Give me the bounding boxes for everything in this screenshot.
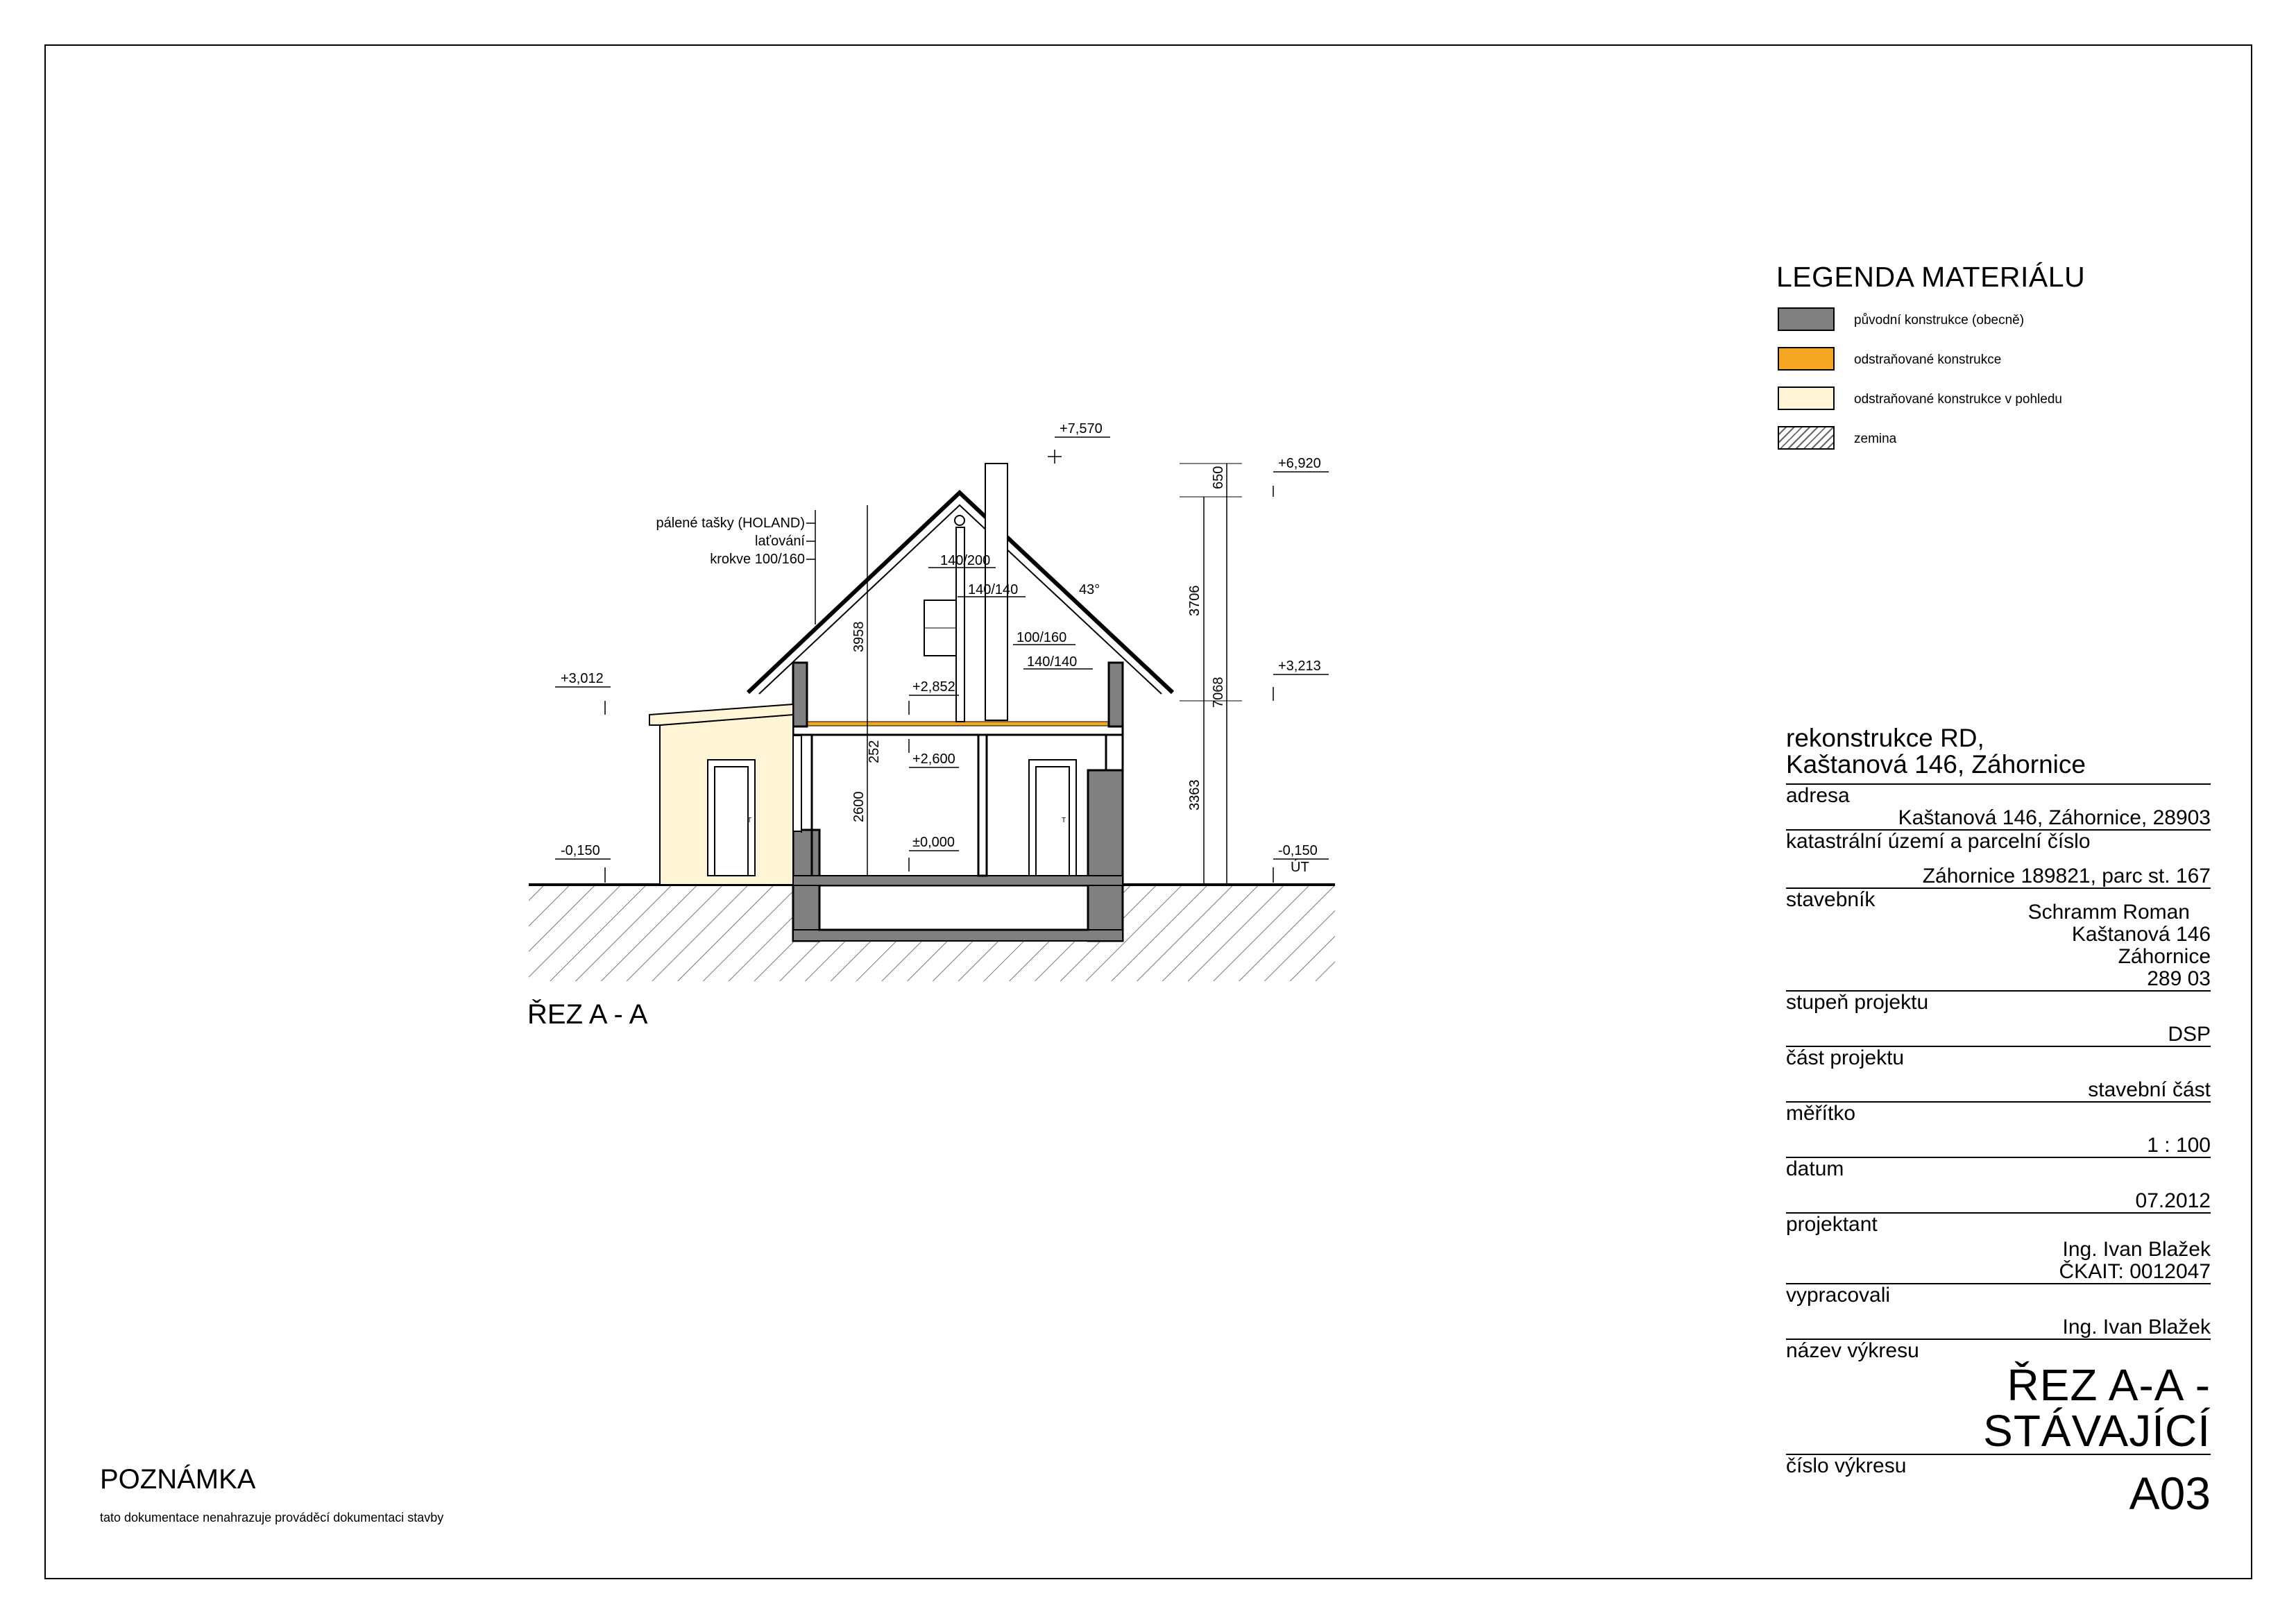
svg-text:+7,570: +7,570 (1060, 421, 1103, 436)
project-title (1786, 725, 2211, 778)
prepared-value: Ing. Ivan Blažek (2062, 1316, 2211, 1339)
legend-swatch-original (1778, 307, 1835, 331)
drawing-number-label: číslo výkresu (1786, 1454, 1907, 1477)
builder-value-1: Schramm Roman (2027, 901, 2190, 924)
ridge-marker (955, 516, 964, 525)
svg-text:+3,012: +3,012 (561, 671, 604, 686)
foundation-right (1088, 770, 1123, 941)
level-marker-zero (909, 835, 959, 872)
legend-label-original: původní konstrukce (obecně) (1854, 313, 2025, 328)
date-label: datum (1786, 1157, 1844, 1180)
foundation-bottom (793, 930, 1123, 941)
stage-field (1786, 992, 2211, 1047)
knee-wall-left (793, 663, 807, 726)
level-marker-top (1048, 421, 1110, 464)
legend-swatch-soil (1778, 426, 1835, 450)
dimension-3958: 3958 (851, 621, 867, 652)
prepared-label: vypracovali (1786, 1284, 1891, 1307)
cadastral-label: katastrální území a parcelní číslo (1786, 830, 2091, 853)
level-marker-annex (555, 671, 611, 715)
svg-text:-0,150: -0,150 (1278, 843, 1318, 858)
timber-label-1: 140/200 (940, 553, 991, 568)
legend-swatch-removed (1778, 347, 1835, 371)
legend-item-soil (1776, 426, 2193, 466)
legend-swatch-removed-view (1778, 386, 1835, 410)
builder-label: stavebník (1786, 888, 1876, 911)
door-mark-ground: T (1062, 817, 1066, 824)
drawing-number-value: A03 (2129, 1468, 2211, 1519)
title-block (1786, 725, 2211, 1518)
level-marker-right-ground (1273, 843, 1329, 883)
timber-label-3: 100/160 (1017, 630, 1067, 645)
timber-label-2: 140/140 (968, 582, 1019, 597)
legend-item-removed-view (1776, 386, 2193, 426)
level-marker-2852 (909, 679, 959, 715)
level-marker-eave (1273, 658, 1329, 701)
designer-value-1: Ing. Ivan Blažek (2062, 1238, 2211, 1261)
material-legend (1776, 261, 2193, 466)
section-label: ŘEZ A - A (527, 999, 648, 1030)
project-title-line-2: Kaštanová 146, Záhornice (1786, 750, 2086, 779)
part-label: část projektu (1786, 1046, 1905, 1069)
note-title: POZNÁMKA (100, 1464, 256, 1495)
legend-item-removed (1776, 347, 2193, 386)
note-text: tato dokumentace nenahrazuje prováděcí dokumentaci stavby (100, 1511, 444, 1524)
svg-text:+2,600: +2,600 (912, 751, 955, 767)
cadastral-value: Záhornice 189821, parc st. 167 (1922, 865, 2211, 887)
door-mark-annex: T (747, 817, 752, 824)
wall-middle (978, 733, 987, 876)
builder-value-3: Záhornice (2118, 945, 2211, 968)
level-marker-ridge (1273, 456, 1329, 497)
builder-value-4: 289 03 (2147, 967, 2211, 990)
stage-value: DSP (2168, 1023, 2211, 1046)
date-field (1786, 1158, 2211, 1214)
dimension-3706: 3706 (1187, 585, 1202, 616)
material-label-3: krokve 100/160 (710, 552, 805, 567)
scale-label: měřítko (1786, 1102, 1856, 1125)
level-marker-2600 (909, 739, 959, 767)
part-value: stavební část (2088, 1078, 2211, 1101)
part-field (1786, 1047, 2211, 1103)
scale-field (1786, 1103, 2211, 1158)
level-marker-left-ground (555, 843, 611, 883)
legend-label-removed: odstraňované konstrukce (1854, 352, 2002, 367)
material-label-2: laťování (755, 534, 805, 549)
dimension-3363: 3363 (1187, 779, 1202, 810)
drawing-name-label: název výkresu (1786, 1339, 1919, 1362)
drawing-name-value: ŘEZ A-A - STÁVAJÍCÍ (1983, 1360, 2211, 1456)
svg-text:-0,150: -0,150 (561, 843, 600, 858)
svg-text:+6,920: +6,920 (1278, 456, 1321, 471)
date-value: 07.2012 (2135, 1189, 2211, 1212)
address-field (1786, 785, 2211, 831)
designer-field (1786, 1214, 2211, 1284)
roof-angle-label: 43° (1079, 582, 1100, 597)
knee-wall-right (1109, 663, 1123, 726)
project-title-line-1: rekonstrukce RD, (1786, 724, 1984, 752)
legend-item-original (1776, 307, 2193, 347)
designer-value-2: ČKAIT: 0012047 (2059, 1260, 2211, 1283)
material-label-1: pálené tašky (HOLAND) (656, 516, 805, 531)
address-value: Kaštanová 146, Záhornice, 28903 (1898, 806, 2211, 829)
drawing-number-field (1786, 1455, 2211, 1518)
prepared-field (1786, 1284, 2211, 1340)
crawlspace (819, 885, 1088, 930)
dimension-650: 650 (1211, 466, 1226, 489)
legend-label-removed-view: odstraňované konstrukce v pohledu (1854, 392, 2062, 407)
scale-value: 1 : 100 (2147, 1134, 2211, 1157)
legend-label-soil: zemina (1854, 432, 1897, 446)
drawing-name-field (1786, 1340, 2211, 1455)
ceiling-slab (793, 725, 1123, 735)
wall-left-lower (793, 736, 801, 831)
designer-label: projektant (1786, 1213, 1878, 1236)
dimension-2600: 2600 (851, 791, 867, 822)
legend-title: LEGENDA MATERIÁLU (1776, 261, 2086, 293)
svg-text:ÚT: ÚT (1291, 860, 1309, 875)
timber-label-4: 140/140 (1027, 654, 1078, 670)
builder-value-2: Kaštanová 146 (2071, 923, 2211, 946)
builder-field (1786, 889, 2211, 992)
dimension-7068: 7068 (1211, 677, 1226, 708)
stage-label: stupeň projektu (1786, 991, 1929, 1014)
svg-text:+2,852: +2,852 (912, 679, 955, 695)
svg-text:±0,000: ±0,000 (912, 835, 955, 850)
dimension-252: 252 (867, 740, 882, 763)
project-title-field (1786, 725, 2211, 785)
address-label: adresa (1786, 784, 1850, 807)
svg-text:+3,213: +3,213 (1278, 658, 1321, 674)
floor-slab (793, 876, 1123, 885)
cadastral-field (1786, 831, 2211, 889)
note (100, 1464, 443, 1525)
